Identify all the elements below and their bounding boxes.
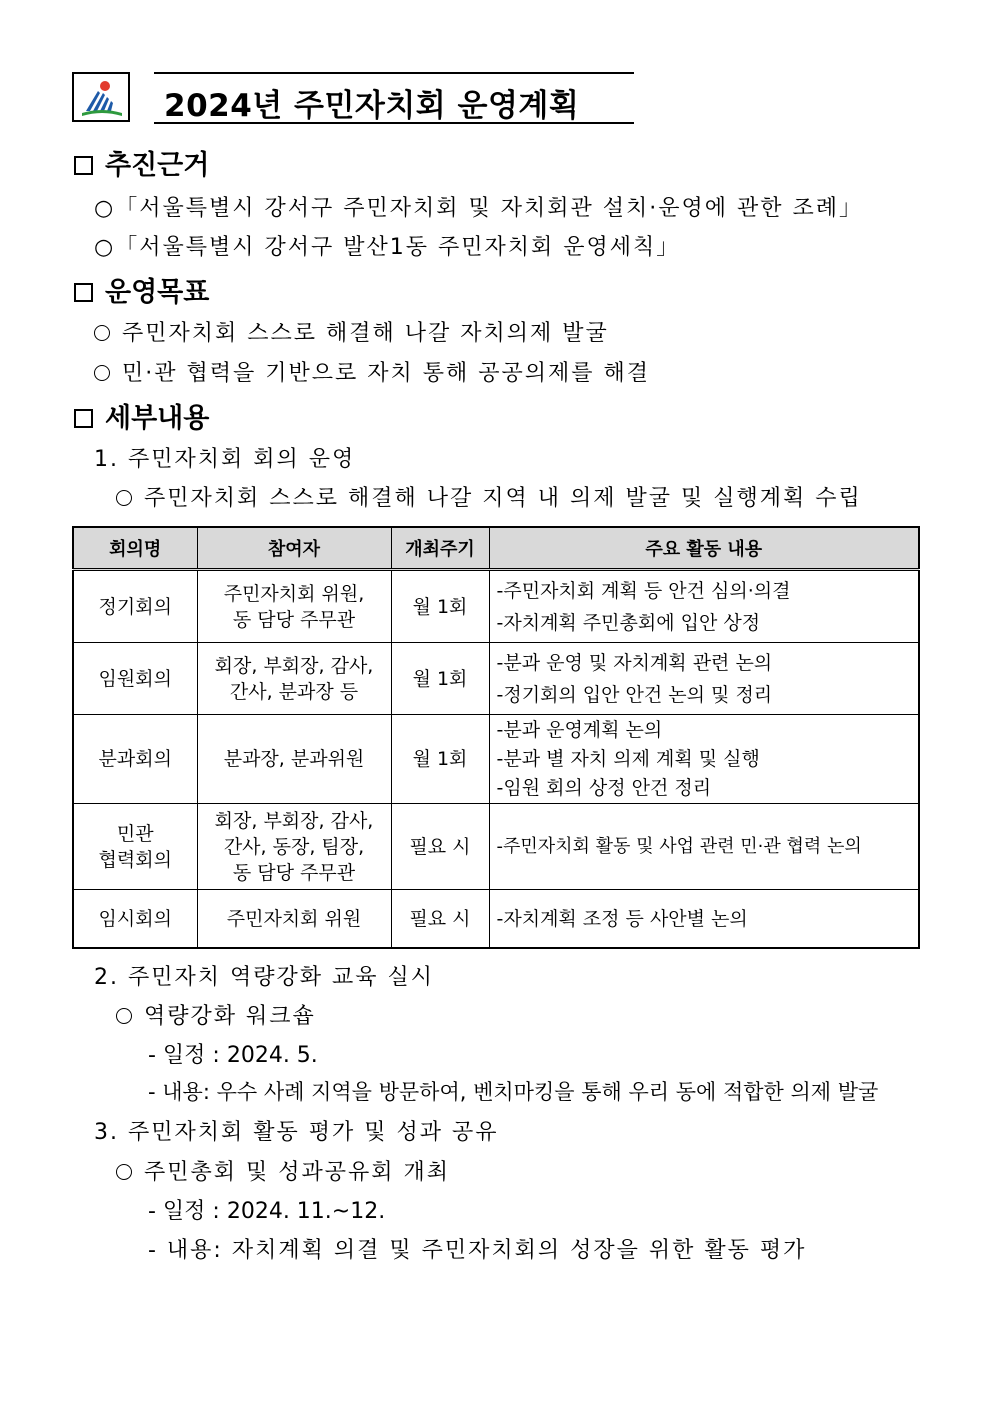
cell-period: 필요 시 bbox=[391, 890, 489, 949]
title-box bbox=[154, 72, 634, 124]
participants-text: 분과장, 분과위원 bbox=[223, 748, 365, 770]
section-basis-label: 추진근거 bbox=[105, 150, 210, 181]
circle-bullet-icon bbox=[94, 325, 110, 341]
header-period: 개최주기 bbox=[391, 527, 489, 570]
meeting-table bbox=[72, 526, 920, 949]
table-header-row bbox=[73, 527, 919, 570]
participants-text: 주민자치회 위원 bbox=[226, 907, 362, 930]
meeting-name-text: 협력회의 bbox=[98, 848, 172, 871]
goal-item-2 bbox=[94, 356, 650, 387]
table-row bbox=[73, 804, 919, 890]
detail-3-sub bbox=[116, 1155, 450, 1186]
cell-participants bbox=[197, 804, 391, 890]
cell-activities bbox=[489, 804, 919, 890]
participants-text: 간사, 분과장 등 bbox=[229, 680, 359, 703]
detail-2-sub bbox=[116, 999, 316, 1030]
cell-meeting-name bbox=[73, 570, 197, 643]
circle-bullet-icon bbox=[94, 365, 110, 381]
detail-2-title: 2. 주민자치 역량강화 교육 실시 bbox=[94, 965, 434, 990]
participants-text: 동 담당 주무관 bbox=[232, 861, 356, 884]
basis-item-1: ○「서울특별시 강서구 주민자치회 및 자치회관 설치·운영에 관한 조례」 bbox=[94, 196, 863, 221]
district-logo bbox=[72, 72, 130, 122]
cell-meeting-name bbox=[73, 643, 197, 715]
cell-activities bbox=[489, 570, 919, 643]
cell-period: 월 1회 bbox=[391, 715, 489, 804]
cell-participants bbox=[197, 715, 391, 804]
circle-bullet-icon bbox=[116, 490, 132, 506]
activity-text: -분과 운영 및 자치계획 관련 논의 bbox=[496, 651, 773, 674]
activity-text: -분과 운영계획 논의 bbox=[496, 718, 663, 741]
cell-participants bbox=[197, 643, 391, 715]
meeting-name-text: 임시회의 bbox=[98, 907, 172, 930]
participants-text: 간사, 동장, 팀장, bbox=[223, 835, 365, 858]
cell-period: 필요 시 bbox=[391, 804, 489, 890]
header-activities: 주요 활동 내용 bbox=[489, 527, 919, 570]
cell-meeting-name bbox=[73, 715, 197, 804]
section-goals-label: 운영목표 bbox=[105, 277, 210, 308]
table-row bbox=[73, 570, 919, 643]
checkbox-square-icon bbox=[74, 156, 93, 175]
section-details-label: 세부내용 bbox=[105, 403, 210, 434]
detail-1-sub bbox=[116, 481, 862, 512]
basis-item-2: ○「서울특별시 강서구 발산1동 주민자치회 운영세칙」 bbox=[94, 235, 681, 260]
cell-activities bbox=[489, 643, 919, 715]
section-heading-basis bbox=[74, 143, 209, 182]
circle-bullet-icon bbox=[116, 1164, 132, 1180]
header-meeting-name: 회의명 bbox=[73, 527, 197, 570]
goal-item-2-text: 민·관 협력을 기반으로 자치 통해 공공의제를 해결 bbox=[122, 361, 650, 386]
detail-2-sub-text: 역량강화 워크숍 bbox=[144, 1004, 316, 1029]
goal-item-1 bbox=[94, 316, 609, 347]
meeting-name-text: 민관 bbox=[116, 822, 154, 845]
meeting-name-text: 임원회의 bbox=[98, 667, 172, 690]
table-row bbox=[73, 890, 919, 949]
activity-text: -정기회의 입안 안건 논의 및 정리 bbox=[496, 683, 773, 706]
activity-text: -임원 회의 상정 안건 정리 bbox=[496, 776, 712, 799]
cell-activities bbox=[489, 890, 919, 949]
cell-activities bbox=[489, 715, 919, 804]
activity-text: -분과 별 자치 의제 계획 및 실행 bbox=[496, 747, 760, 770]
cell-meeting-name bbox=[73, 890, 197, 949]
goal-item-1-text: 주민자치회 스스로 해결해 나갈 자치의제 발굴 bbox=[122, 321, 609, 346]
participants-text: 회장, 부회장, 감사, bbox=[214, 809, 374, 832]
participants-text: 동 담당 주무관 bbox=[232, 608, 356, 631]
detail-2-schedule: - 일정 : 2024. 5. bbox=[148, 1043, 318, 1068]
document-title-block bbox=[72, 72, 634, 124]
detail-3-title: 3. 주민자치회 활동 평가 및 성과 공유 bbox=[94, 1120, 499, 1145]
section-heading-goals bbox=[74, 270, 209, 309]
detail-3-content: - 내용: 자치계획 의결 및 주민자치회의 성장을 위한 활동 평가 bbox=[148, 1238, 807, 1263]
meeting-name-text: 정기회의 bbox=[98, 595, 172, 618]
cell-period: 월 1회 bbox=[391, 643, 489, 715]
circle-bullet-icon bbox=[116, 1008, 132, 1024]
activity-text: -주민자치회 활동 및 사업 관련 민·관 협력 논의 bbox=[496, 835, 862, 857]
detail-1-sub-text: 주민자치회 스스로 해결해 나갈 지역 내 의제 발굴 및 실행계획 수립 bbox=[144, 486, 862, 511]
cell-participants bbox=[197, 890, 391, 949]
table-row bbox=[73, 715, 919, 804]
checkbox-square-icon bbox=[74, 409, 93, 428]
detail-3-sub-text: 주민총회 및 성과공유회 개최 bbox=[144, 1160, 451, 1185]
detail-2-content: - 내용: 우수 사례 지역을 방문하여, 벤치마킹을 통해 우리 동에 적합한 의제 발굴 bbox=[148, 1080, 879, 1104]
checkbox-square-icon bbox=[74, 283, 93, 302]
cell-participants bbox=[197, 570, 391, 643]
participants-text: 주민자치회 위원, bbox=[223, 582, 365, 605]
section-heading-details bbox=[74, 396, 209, 435]
cell-meeting-name bbox=[73, 804, 197, 890]
participants-text: 회장, 부회장, 감사, bbox=[214, 654, 374, 677]
activity-text: -자치계획 주민총회에 입안 상정 bbox=[496, 611, 761, 634]
page-title: 2024년 주민자치회 운영계획 bbox=[164, 88, 580, 124]
activity-text: -주민자치회 계획 등 안건 심의·의결 bbox=[496, 579, 791, 602]
meeting-name-text: 분과회의 bbox=[98, 748, 172, 770]
activity-text: -자치계획 조정 등 사안별 논의 bbox=[496, 907, 748, 930]
logo-mark-icon bbox=[78, 77, 126, 119]
detail-1-title: 1. 주민자치회 회의 운영 bbox=[94, 447, 356, 472]
cell-period: 월 1회 bbox=[391, 570, 489, 643]
table-row bbox=[73, 643, 919, 715]
detail-3-schedule: - 일정 : 2024. 11.~12. bbox=[148, 1199, 386, 1224]
header-participants: 참여자 bbox=[197, 527, 391, 570]
